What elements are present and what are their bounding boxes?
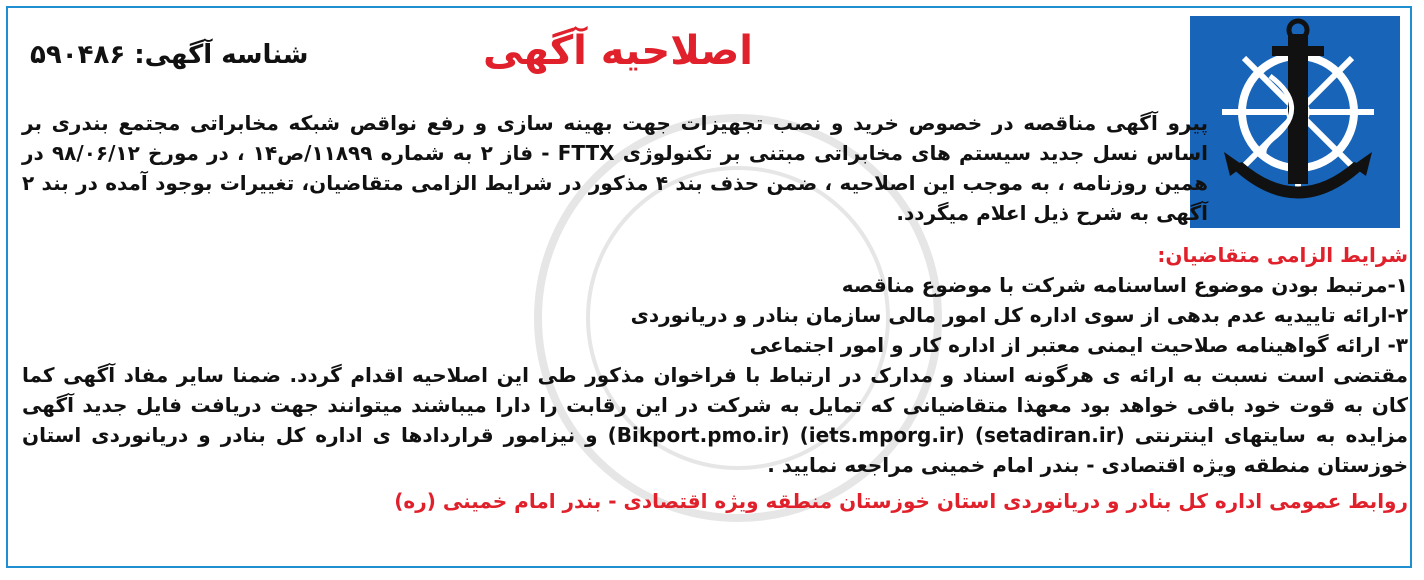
conditions-title: شرایط الزامی متقاضیان:: [1157, 243, 1408, 267]
ad-id: شناسه آگهی: ۵۹۰۴۸۶: [30, 40, 309, 70]
closing-paragraph: مقتضی است نسبت به ارائه ی هرگونه اسناد و مدارک در ارتباط با فراخوان مذکور طی این اصلاحیه اقدام گردد. ضمنا سایر مفاد آگهی کما کان به قوت خود باقی خواهد بود معهذا متقاضیانی که تمایل به شرکت در این رقابت را دارا میباشند میتوانند جهت دریافت فایل جدید آگهی مزایده به سایتهای اینترنتی (setadiran.ir) (iets.mporg.ir) (Bikport.pmo.ir) و نیزامور قراردادها ی اداره کل بنادر و دریانوردی استان خوزستان منطقه ویژه اقتصادی - بندر امام خمینی مراجعه نمایید .: [22, 363, 1409, 477]
condition-item: ۳- ارائه گواهینامه صلاحیت ایمنی معتبر از اداره کار و امور اجتماعی: [749, 333, 1408, 357]
condition-item: ۱-مرتبط بودن موضوع اساسنامه شرکت با موضوع مناقصه: [841, 273, 1408, 297]
page-title: اصلاحیه آگهی: [483, 28, 753, 74]
condition-item: ۲-ارائه تاییدیه عدم بدهی از سوی اداره کل امور مالی سازمان بنادر و دریانوردی: [630, 303, 1408, 327]
anchor-wheel-emblem: [1190, 16, 1400, 228]
footer-signature: روابط عمومی اداره کل بنادر و دریانوردی استان خوزستان منطقه ویژه اقتصادی - بندر امام خمینی (ره): [394, 489, 1408, 513]
ad-body: [22, 240, 1408, 516]
ad-frame: [6, 6, 1412, 568]
ports-organization-logo: [1190, 16, 1400, 228]
intro-paragraph: پیرو آگهی مناقصه در خصوص خرید و نصب تجهیزات جهت بهینه سازی و رفع نواقص شبکه مخابراتی مجتمع بندری بر اساس نسل جدید سیستم های مخابراتی مبتنی بر تکنولوژی FTTX - فاز ۲ به شماره ۱۱۸۹۹/ص۱۴ ، در مورخ ۹۸/۰۶/۱۲ در همین روزنامه ، به موجب این اصلاحیه ، ضمن حذف بند ۴ مذکور در شرایط الزامی متقاضیان، تغییرات بوجود آمده در بند ۲ آگهی به شرح ذیل اعلام میگردد.: [22, 111, 1209, 225]
